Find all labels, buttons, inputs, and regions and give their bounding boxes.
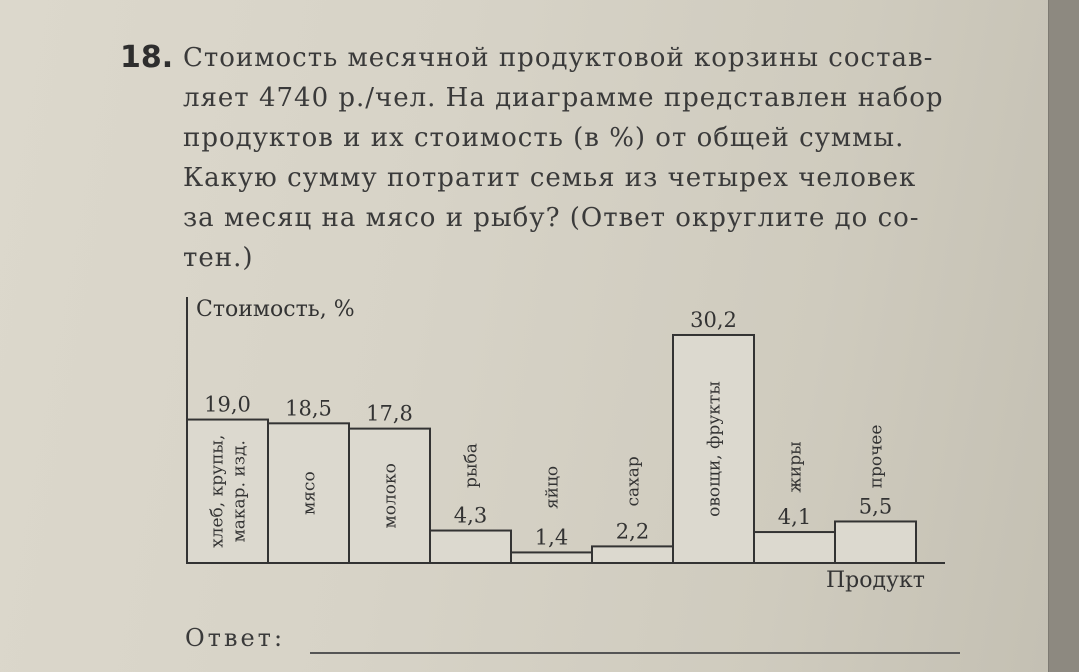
category-label: яйцо: [542, 465, 563, 510]
bar-value-label: 1,4: [534, 525, 569, 550]
answer-line[interactable]: [310, 652, 960, 654]
bar: [592, 546, 673, 563]
category-label: овощи, фрукты: [704, 381, 725, 517]
category-label: молоко: [380, 463, 401, 529]
problem-text: Стоимость месячной продуктовой корзины состав- ляет 4740 р./чел. На диаграмме представлен набор продуктов и их стоимость (в %) от общей суммы. Какую сумму потратит семья из четырех человек за месяц на мясо и рыбу? (Ответ округлите до со- тен.): [183, 43, 944, 273]
category-label: хлеб, крупы,: [207, 434, 228, 548]
category-label: мясо: [299, 471, 320, 516]
bar: [511, 552, 592, 563]
bar: [754, 532, 835, 563]
bar-value-label: 4,1: [777, 505, 812, 530]
category-label: макар. изд.: [229, 440, 250, 543]
bar: [430, 531, 511, 563]
answer-label: Ответ:: [185, 624, 286, 652]
x-axis-label: Продукт: [826, 568, 925, 593]
y-axis-label: Стоимость, %: [196, 297, 355, 322]
bar-value-label: 17,8: [366, 401, 413, 426]
problem-number: 18.: [120, 40, 174, 75]
category-label: прочее: [866, 424, 887, 489]
bar-value-label: 5,5: [858, 494, 893, 519]
bar-value-label: 19,0: [204, 392, 251, 417]
bar-value-label: 2,2: [615, 519, 650, 544]
bar-value-label: 4,3: [453, 503, 488, 528]
bar: [835, 521, 916, 563]
bar-value-label: 18,5: [285, 396, 332, 421]
category-label: сахар: [623, 456, 644, 507]
category-label: рыба: [461, 443, 482, 488]
category-label: жиры: [785, 441, 806, 493]
bar-value-label: 30,2: [690, 307, 737, 332]
